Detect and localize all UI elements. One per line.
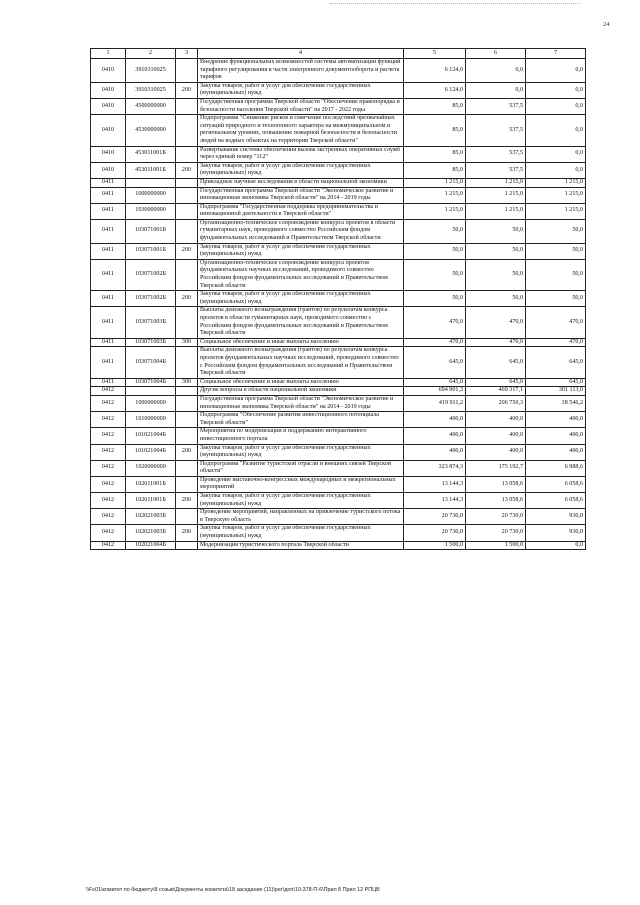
amount-year2-cell: 537,5 xyxy=(466,115,526,146)
amount-year1-cell: 6 124,0 xyxy=(404,59,466,83)
expense-type-cell xyxy=(176,203,198,219)
amount-year3-cell: 38 546,2 xyxy=(526,395,586,411)
table-row xyxy=(91,98,586,114)
header-cell: 2 xyxy=(126,49,176,59)
amount-year1-cell: 645,0 xyxy=(404,347,466,378)
table-row xyxy=(91,259,586,290)
item-name-cell: Закупка товаров, работ и услуг для обеспечения государственных (муниципальных) нужд xyxy=(198,493,404,509)
section-code-cell: 0412 xyxy=(91,428,126,444)
amount-year2-cell: 537,5 xyxy=(466,98,526,114)
item-name-cell: Закупка товаров, работ и услуг для обеспечения государственных (муниципальных) нужд xyxy=(198,444,404,460)
amount-year3-cell: 0,0 xyxy=(526,146,586,162)
expense-type-cell xyxy=(176,387,198,396)
section-code-cell: 0411 xyxy=(91,259,126,290)
expense-type-cell xyxy=(176,476,198,492)
amount-year3-cell: 645,0 xyxy=(526,347,586,378)
table-row xyxy=(91,203,586,219)
item-name-cell: Государственная программа Тверской области "Экономическое развитие и инновационная экономика Тверской области" на 2014 - 2019 годы xyxy=(198,187,404,203)
item-name-cell: Внедрение функциональных возможностей системы автоматизации функций тарифного регулирования в части электронного документооборота и расчета тарифов xyxy=(198,59,404,83)
expense-type-cell: 200 xyxy=(176,493,198,509)
amount-year1-cell: 419 911,2 xyxy=(404,395,466,411)
target-article-cell: 102021003Б xyxy=(126,509,176,525)
amount-year2-cell: 13 058,6 xyxy=(466,493,526,509)
amount-year1-cell: 1 500,0 xyxy=(404,541,466,550)
section-code-cell: 0412 xyxy=(91,493,126,509)
table-row xyxy=(91,378,586,387)
amount-year2-cell: 1 215,0 xyxy=(466,178,526,187)
section-code-cell: 0412 xyxy=(91,525,126,541)
amount-year2-cell: 400,0 xyxy=(466,412,526,428)
table-row xyxy=(91,59,586,83)
amount-year3-cell: 301 113,0 xyxy=(526,387,586,396)
section-code-cell: 0412 xyxy=(91,412,126,428)
target-article-cell: 103071002Б xyxy=(126,259,176,290)
expense-type-cell xyxy=(176,59,198,83)
amount-year2-cell: 400,0 xyxy=(466,444,526,460)
amount-year3-cell: 50,0 xyxy=(526,259,586,290)
table-row xyxy=(91,146,586,162)
expense-type-cell: 300 xyxy=(176,378,198,387)
amount-year3-cell: 930,0 xyxy=(526,525,586,541)
amount-year3-cell: 470,0 xyxy=(526,307,586,338)
amount-year3-cell: 50,0 xyxy=(526,291,586,307)
expense-type-cell xyxy=(176,187,198,203)
amount-year2-cell: 20 730,0 xyxy=(466,509,526,525)
page-number: 24 xyxy=(603,21,610,28)
section-code-cell: 0410 xyxy=(91,115,126,146)
amount-year1-cell: 85,0 xyxy=(404,98,466,114)
expense-type-cell xyxy=(176,178,198,187)
amount-year1-cell: 470,0 xyxy=(404,307,466,338)
expense-type-cell: 200 xyxy=(176,82,198,98)
amount-year2-cell: 0,0 xyxy=(466,82,526,98)
amount-year2-cell: 50,0 xyxy=(466,291,526,307)
expense-type-cell xyxy=(176,115,198,146)
table-row xyxy=(91,387,586,396)
amount-year2-cell: 470,0 xyxy=(466,338,526,347)
target-article-cell: 1030000000 xyxy=(126,203,176,219)
amount-year3-cell: 400,0 xyxy=(526,428,586,444)
item-name-cell: Прикладные научные исследования в области национальной экономики xyxy=(198,178,404,187)
table-row xyxy=(91,162,586,178)
amount-year1-cell: 20 730,0 xyxy=(404,525,466,541)
target-article-cell: 3910310025 xyxy=(126,82,176,98)
item-name-cell: Социальное обеспечение и иные выплаты населению xyxy=(198,338,404,347)
expense-type-cell xyxy=(176,509,198,525)
amount-year3-cell: 6 988,6 xyxy=(526,460,586,476)
amount-year1-cell: 85,0 xyxy=(404,162,466,178)
amount-year3-cell: 6 058,6 xyxy=(526,476,586,492)
section-code-cell: 0410 xyxy=(91,82,126,98)
section-code-cell: 0411 xyxy=(91,187,126,203)
amount-year2-cell: 1 215,0 xyxy=(466,187,526,203)
table-row xyxy=(91,395,586,411)
expense-type-cell xyxy=(176,460,198,476)
amount-year1-cell: 400,0 xyxy=(404,444,466,460)
amount-year2-cell: 50,0 xyxy=(466,243,526,259)
amount-year1-cell: 470,0 xyxy=(404,338,466,347)
target-article-cell: 1020000000 xyxy=(126,460,176,476)
item-name-cell: Выплаты денежного вознаграждения (грантов) по результатам конкурса проектов в области гуманитарных наук, проводимого совместно с Российским фондом фундаментальных исследований и Правительством Тверской области xyxy=(198,307,404,338)
amount-year3-cell: 50,0 xyxy=(526,243,586,259)
target-article-cell: 1010000000 xyxy=(126,412,176,428)
expense-type-cell: 300 xyxy=(176,338,198,347)
amount-year1-cell: 400,0 xyxy=(404,428,466,444)
section-code-cell: 0411 xyxy=(91,243,126,259)
target-article-cell: 103071003Б xyxy=(126,338,176,347)
amount-year2-cell: 20 730,0 xyxy=(466,525,526,541)
amount-year1-cell: 50,0 xyxy=(404,259,466,290)
amount-year3-cell: 1 215,0 xyxy=(526,203,586,219)
amount-year3-cell: 50,0 xyxy=(526,219,586,243)
expense-type-cell xyxy=(176,307,198,338)
amount-year3-cell: 0,0 xyxy=(526,541,586,550)
target-article-cell: 453011001Б xyxy=(126,146,176,162)
expense-type-cell xyxy=(176,146,198,162)
expense-type-cell xyxy=(176,219,198,243)
target-article-cell: 103071001Б xyxy=(126,243,176,259)
amount-year3-cell: 0,0 xyxy=(526,115,586,146)
section-code-cell: 0411 xyxy=(91,338,126,347)
amount-year1-cell: 50,0 xyxy=(404,291,466,307)
amount-year2-cell: 469 317,1 xyxy=(466,387,526,396)
section-code-cell: 0410 xyxy=(91,59,126,83)
item-name-cell: Закупка товаров, работ и услуг для обеспечения государственных (муниципальных) нужд xyxy=(198,162,404,178)
target-article-cell: 102021003Б xyxy=(126,525,176,541)
amount-year2-cell: 645,0 xyxy=(466,347,526,378)
section-code-cell: 0412 xyxy=(91,476,126,492)
item-name-cell: Подпрограмма "Развитие туристской отрасли и внешних связей Тверской области" xyxy=(198,460,404,476)
amount-year2-cell: 50,0 xyxy=(466,219,526,243)
amount-year3-cell: 0,0 xyxy=(526,162,586,178)
amount-year2-cell: 13 058,6 xyxy=(466,476,526,492)
header-cell: 6 xyxy=(466,49,526,59)
table-row xyxy=(91,338,586,347)
amount-year1-cell: 50,0 xyxy=(404,243,466,259)
expense-type-cell: 200 xyxy=(176,243,198,259)
table-row xyxy=(91,187,586,203)
amount-year2-cell: 537,5 xyxy=(466,146,526,162)
amount-year1-cell: 1 215,0 xyxy=(404,178,466,187)
target-article-cell: 3910310025 xyxy=(126,59,176,83)
header-cell: 5 xyxy=(404,49,466,59)
amount-year1-cell: 13 144,3 xyxy=(404,493,466,509)
table-row xyxy=(91,444,586,460)
section-code-cell: 0411 xyxy=(91,219,126,243)
target-article-cell: 103071004Б xyxy=(126,347,176,378)
amount-year2-cell: 175 192,7 xyxy=(466,460,526,476)
target-article-cell: 101021004Б xyxy=(126,428,176,444)
header-cell: 1 xyxy=(91,49,126,59)
expense-type-cell xyxy=(176,347,198,378)
expense-type-cell: 200 xyxy=(176,525,198,541)
header-cell: 3 xyxy=(176,49,198,59)
amount-year3-cell: 400,0 xyxy=(526,444,586,460)
table-row xyxy=(91,493,586,509)
target-article-cell: 453011001Б xyxy=(126,162,176,178)
expense-type-cell: 200 xyxy=(176,444,198,460)
item-name-cell: Подпрограмма "Обеспечение развития инвестиционного потенциала Тверской области" xyxy=(198,412,404,428)
section-code-cell: 0411 xyxy=(91,347,126,378)
section-code-cell: 0410 xyxy=(91,98,126,114)
item-name-cell: Закупка товаров, работ и услуг для обеспечения государственных (муниципальных) нужд xyxy=(198,291,404,307)
amount-year3-cell: 400,0 xyxy=(526,412,586,428)
amount-year2-cell: 0,0 xyxy=(466,59,526,83)
item-name-cell: Мероприятия по модернизации и поддержанию интерактивного инвестиционного портала xyxy=(198,428,404,444)
target-article-cell: 101021004Б xyxy=(126,444,176,460)
target-article-cell: 1000000000 xyxy=(126,395,176,411)
amount-year1-cell: 85,0 xyxy=(404,115,466,146)
section-code-cell: 0411 xyxy=(91,178,126,187)
target-article-cell: 103071003Б xyxy=(126,307,176,338)
table-row xyxy=(91,541,586,550)
item-name-cell: Проведение выставочно-конгрессных международных и межрегиональных мероприятий xyxy=(198,476,404,492)
target-article-cell: 102021004Б xyxy=(126,541,176,550)
section-code-cell: 0411 xyxy=(91,378,126,387)
amount-year2-cell: 1 215,0 xyxy=(466,203,526,219)
target-article-cell: 103071002Б xyxy=(126,291,176,307)
section-code-cell: 0412 xyxy=(91,460,126,476)
header-cell: 7 xyxy=(526,49,586,59)
table-row xyxy=(91,307,586,338)
amount-year2-cell: 645,0 xyxy=(466,378,526,387)
item-name-cell: Модернизация туристического портала Тверской области xyxy=(198,541,404,550)
item-name-cell: Государственная программа Тверской области "Экономическое развитие и инновационная экономика Тверской области" на 2014 - 2019 годы xyxy=(198,395,404,411)
section-code-cell: 0410 xyxy=(91,146,126,162)
section-code-cell: 0412 xyxy=(91,541,126,550)
amount-year1-cell: 400,0 xyxy=(404,412,466,428)
amount-year3-cell: 0,0 xyxy=(526,98,586,114)
section-code-cell: 0412 xyxy=(91,444,126,460)
table-row xyxy=(91,347,586,378)
amount-year3-cell: 1 215,0 xyxy=(526,187,586,203)
amount-year1-cell: 645,0 xyxy=(404,378,466,387)
item-name-cell: Организационно-техническое сопровождение конкурса проектов фундаментальных научных исследований, проводимого совместно Российским фондом фундаментальных исследований и Правительством Тверской области xyxy=(198,259,404,290)
section-code-cell: 0411 xyxy=(91,291,126,307)
table-row xyxy=(91,476,586,492)
amount-year3-cell: 1 215,0 xyxy=(526,178,586,187)
target-article-cell xyxy=(126,387,176,396)
amount-year2-cell: 50,0 xyxy=(466,259,526,290)
scan-edge-mark xyxy=(330,3,580,8)
amount-year1-cell: 20 730,0 xyxy=(404,509,466,525)
amount-year2-cell: 470,0 xyxy=(466,307,526,338)
target-article-cell: 103071004Б xyxy=(126,378,176,387)
target-article-cell xyxy=(126,178,176,187)
item-name-cell: Закупка товаров, работ и услуг для обеспечения государственных (муниципальных) нужд xyxy=(198,243,404,259)
table-row xyxy=(91,428,586,444)
item-name-cell: Проведение мероприятий, направленных на привлечение туристского потока в Тверскую область xyxy=(198,509,404,525)
expense-type-cell xyxy=(176,541,198,550)
amount-year3-cell: 470,0 xyxy=(526,338,586,347)
amount-year3-cell: 645,0 xyxy=(526,378,586,387)
item-name-cell: Подпрограмма "Снижение рисков и смягчение последствий чрезвычайных ситуаций природного и техногенного характера на межмуниципальном и региональном уровнях, повышение пожарной безопасности и безопасности людей на водных объектах на территории Тверской области" xyxy=(198,115,404,146)
section-code-cell: 0412 xyxy=(91,395,126,411)
section-code-cell: 0411 xyxy=(91,203,126,219)
item-name-cell: Выплаты денежного вознаграждения (грантов) по результатам конкурса проектов фундаментальных научных исследований, проводимого совместно с Российским фондом фундаментальных исследований и Правительством Тверской области xyxy=(198,347,404,378)
amount-year1-cell: 1 215,0 xyxy=(404,187,466,203)
table-row xyxy=(91,291,586,307)
table-row xyxy=(91,243,586,259)
budget-table xyxy=(90,48,586,550)
item-name-cell: Подпрограмма "Государственная поддержка предпринимательства и инновационной деятельности в Тверской области" xyxy=(198,203,404,219)
amount-year1-cell: 50,0 xyxy=(404,219,466,243)
section-code-cell: 0411 xyxy=(91,307,126,338)
table-row xyxy=(91,525,586,541)
amount-year1-cell: 85,0 xyxy=(404,146,466,162)
item-name-cell: Развертывание системы обеспечения вызова экстренных оперативных служб через единый номер "112" xyxy=(198,146,404,162)
item-name-cell: Закупка товаров, работ и услуг для обеспечения государственных (муниципальных) нужд xyxy=(198,525,404,541)
amount-year2-cell: 400,0 xyxy=(466,428,526,444)
target-article-cell: 4530000000 xyxy=(126,115,176,146)
table-row xyxy=(91,115,586,146)
target-article-cell: 103071001Б xyxy=(126,219,176,243)
table-row xyxy=(91,219,586,243)
table-row xyxy=(91,509,586,525)
amount-year3-cell: 930,0 xyxy=(526,509,586,525)
section-code-cell: 0410 xyxy=(91,162,126,178)
amount-year2-cell: 206 750,3 xyxy=(466,395,526,411)
amount-year3-cell: 6 058,6 xyxy=(526,493,586,509)
target-article-cell: 4500000000 xyxy=(126,98,176,114)
amount-year1-cell: 1 215,0 xyxy=(404,203,466,219)
table-row xyxy=(91,82,586,98)
expense-type-cell xyxy=(176,98,198,114)
amount-year1-cell: 694 901,3 xyxy=(404,387,466,396)
expense-type-cell xyxy=(176,412,198,428)
target-article-cell: 1000000000 xyxy=(126,187,176,203)
target-article-cell: 102011001Б xyxy=(126,476,176,492)
item-name-cell: Закупка товаров, работ и услуг для обеспечения государственных (муниципальных) нужд xyxy=(198,82,404,98)
expense-type-cell xyxy=(176,428,198,444)
amount-year1-cell: 323 874,3 xyxy=(404,460,466,476)
expense-type-cell: 200 xyxy=(176,162,198,178)
amount-year2-cell: 537,5 xyxy=(466,162,526,178)
expense-type-cell xyxy=(176,259,198,290)
amount-year1-cell: 6 124,0 xyxy=(404,82,466,98)
table-row xyxy=(91,412,586,428)
item-name-cell: Другие вопросы в области национальной экономики xyxy=(198,387,404,396)
section-code-cell: 0412 xyxy=(91,509,126,525)
file-path-footer: \\Fs01\комитет по бюджету\8 созыв\Документы комитета\18 заседание (11)\рег\доп\10-378-П-6\Прил 8 Прил 12 РПЦВ xyxy=(86,887,380,893)
item-name-cell: Социальное обеспечение и иные выплаты населению xyxy=(198,378,404,387)
target-article-cell: 102011001Б xyxy=(126,493,176,509)
amount-year3-cell: 0,0 xyxy=(526,59,586,83)
amount-year2-cell: 1 500,0 xyxy=(466,541,526,550)
item-name-cell: Государственная программа Тверской области "Обеспечение правопорядка и безопасности населения Тверской области" на 2017 - 2022 годы xyxy=(198,98,404,114)
table-header-row xyxy=(91,49,586,59)
amount-year1-cell: 13 144,3 xyxy=(404,476,466,492)
item-name-cell: Организационно-техническое сопровождение конкурса проектов в области гуманитарных наук, проводимого совместно Российским фондом фундаментальных исследований и Правительством Тверской области xyxy=(198,219,404,243)
table-row xyxy=(91,460,586,476)
header-cell: 4 xyxy=(198,49,404,59)
expense-type-cell xyxy=(176,395,198,411)
table-row xyxy=(91,178,586,187)
section-code-cell: 0412 xyxy=(91,387,126,396)
expense-type-cell: 200 xyxy=(176,291,198,307)
amount-year3-cell: 0,0 xyxy=(526,82,586,98)
